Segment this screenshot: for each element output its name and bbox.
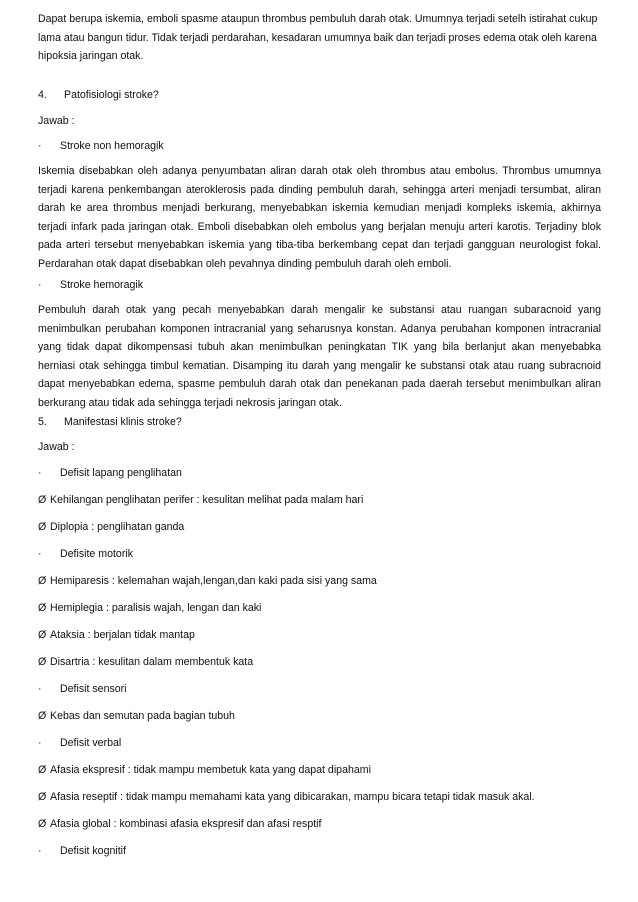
arrow-label: Disartria : kesulitan dalam membentuk kata: [50, 656, 254, 668]
bullet-item: [38, 842, 601, 861]
question-4: [38, 86, 601, 105]
bullet-item: [38, 680, 601, 699]
bullet-label: Defisit lapang penglihatan: [60, 467, 182, 479]
answer-label-5: Jawab :: [38, 441, 75, 453]
arrow-item: [38, 626, 601, 645]
arrow-label: Hemiparesis : kelemahan wajah,lengan,dan kaki pada sisi yang sama: [50, 575, 377, 587]
question-5: [38, 413, 601, 432]
hemoragik-paragraph: Pembuluh darah otak yang pecah menyebabkan darah mengalir ke substansi atau ruangan subaracnoid yang menimbulkan perubahan komponen intracranial yang seharusnya konstan. Adanya perubahan komponen intracranial yang tidak dapat dikompensasi tubuh akan menimbulkan peningkatan TIK yang bila berlanjut akan menyebabka herniasi otak sehingga timbul kematian. Disamping itu darah yang mengalir ke substansi otak atau ruang subracnoid dapat menyebabkan edema, spasme pembuluh darah otak dan penekanan pada daerah tersebut menimbulkan aliran berkurang atau tidak ada sehingga terjadi nekrosis jaringan otak.: [38, 304, 601, 409]
arrow-item: [38, 788, 601, 807]
bullet-item: [38, 545, 601, 564]
intro-paragraph: Dapat berupa iskemia, emboli spasme ataupun thrombus pembuluh darah otak. Umumnya terjadi setelh istirahat cukup lama atau bangun tidur. Tidak terjadi perdarahan, kesadaran umumnya baik dan terjadi proses edema otak oleh karena hipoksia jaringan otak.: [38, 13, 598, 62]
arrow-marker: Ø: [38, 791, 47, 803]
arrow-marker: Ø: [38, 575, 47, 587]
arrow-marker: Ø: [38, 521, 47, 533]
bullet-marker: ·: [38, 140, 42, 152]
bullet-marker: ·: [38, 279, 42, 291]
arrow-marker: Ø: [38, 494, 47, 506]
bullet-label: Defisit sensori: [60, 683, 127, 695]
arrow-marker: Ø: [38, 629, 47, 641]
bullet-label: Defisit verbal: [60, 737, 122, 749]
bullet-label: Stroke non hemoragik: [60, 140, 164, 152]
question-5-number: 5.: [38, 416, 47, 428]
answer-label-4: Jawab :: [38, 115, 75, 127]
arrow-label: Kebas dan semutan pada bagian tubuh: [50, 710, 235, 722]
arrow-item: [38, 572, 601, 591]
bullet-item: [38, 464, 601, 483]
arrow-item: [38, 653, 601, 672]
bullet-stroke-hemoragik: [38, 276, 601, 295]
arrow-item: [38, 761, 601, 780]
arrow-label: Ataksia : berjalan tidak mantap: [50, 629, 195, 641]
question-4-number: 4.: [38, 89, 47, 101]
arrow-label: Afasia reseptif : tidak mampu memahami kata yang dibicarakan, mampu bicara tetapi tidak masuk akal.: [50, 791, 535, 803]
arrow-item: [38, 518, 601, 537]
bullet-marker: ·: [38, 548, 42, 560]
arrow-label: Kehilangan penglihatan perifer : kesulitan melihat pada malam hari: [50, 494, 364, 506]
question-4-text: Patofisiologi stroke?: [64, 89, 159, 101]
bullet-marker: ·: [38, 737, 42, 749]
bullet-label: Defisite motorik: [60, 548, 133, 560]
question-5-text: Manifestasi klinis stroke?: [64, 416, 182, 428]
bullet-item: [38, 734, 601, 753]
arrow-item: [38, 491, 601, 510]
bullet-marker: ·: [38, 845, 42, 857]
arrow-label: Afasia ekspresif : tidak mampu membetuk kata yang dapat dipahami: [50, 764, 371, 776]
bullet-label: Defisit kognitif: [60, 845, 126, 857]
arrow-item: [38, 815, 601, 834]
arrow-marker: Ø: [38, 764, 47, 776]
arrow-marker: Ø: [38, 656, 47, 668]
arrow-item: [38, 707, 601, 726]
arrow-item: [38, 599, 601, 618]
arrow-marker: Ø: [38, 602, 47, 614]
arrow-label: Afasia global : kombinasi afasia ekspresif dan afasi resptif: [50, 818, 322, 830]
bullet-stroke-non-hemoragik: [38, 137, 601, 156]
bullet-marker: ·: [38, 683, 42, 695]
arrow-label: Hemiplegia : paralisis wajah, lengan dan kaki: [50, 602, 262, 614]
arrow-marker: Ø: [38, 710, 47, 722]
bullet-label: Stroke hemoragik: [60, 279, 144, 291]
arrow-label: Diplopia : penglihatan ganda: [50, 521, 185, 533]
non-hemoragik-paragraph: Iskemia disebabkan oleh adanya penyumbatan aliran darah otak oleh thrombus atau embolus. Thrombus umumnya terjadi karena penkembangan ateroklerosis pada dinding pembuluh darah, sehingga arteri menjadi tersumbat, aliran darah ke area thrombus menjadi berkurang, menyebabkan iskemia kemudian menjadi kompleks iskemia, akhirnya terjadi infark pada jaringan otak. Emboli disebabkan oleh embolus yang berjalan menuju arteri karotis. Terjadiny blok pada arteri tersebut menyebabkan iskemia yang tiba-tiba berkembang cepat dan terjadi gangguan neurologist fokal. Perdarahan otak dapat disebabkan oleh pevahnya dinding pembuluh darah oleh emboli.: [38, 165, 601, 270]
arrow-marker: Ø: [38, 818, 47, 830]
bullet-marker: ·: [38, 467, 42, 479]
